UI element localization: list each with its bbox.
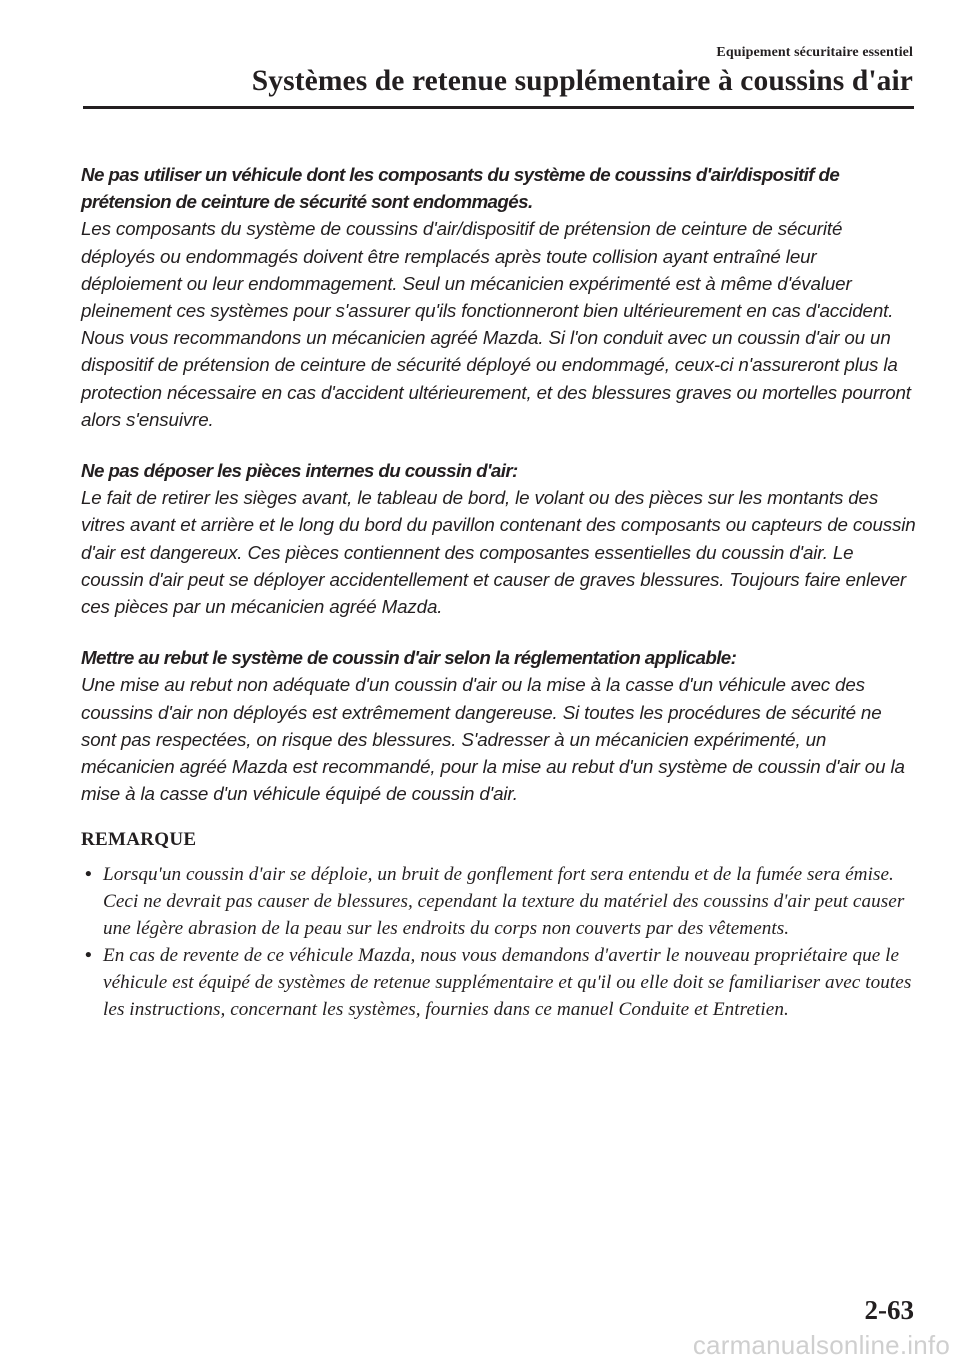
note-text: En cas de revente de ce véhicule Mazda, nous vous demandons d'avertir le nouveau propriétaire que le véhicule est équipé de systèmes de retenue supplémentaire et qu'il ou elle doit se familiariser avec toutes les instructions, concernant les systèmes, fournies dans ce manuel Conduite et Entretien. xyxy=(103,945,912,1020)
section-label: Equipement sécuritaire essentiel xyxy=(716,45,913,60)
warning-text: Une mise au rebut non adéquate d'un coussin d'air ou la mise à la casse d'un véhicule avec des coussins d'air non déployés est extrêmement dangereuse. Si toutes les procédures de sécurité ne sont pas respectées, on risque des blessures. S'adresser à un mécanicien expérimenté, un mécanicien agréé Mazda est recommandé, pour la mise au rebut d'un système de coussin d'air ou la mise à la casse d'un véhicule équipé de coussin d'air. xyxy=(81,674,905,805)
page-header xyxy=(0,44,913,98)
warning-text: Les composants du système de coussins d'air/dispositif de prétension de ceinture de sécurité déployés ou endommagés doivent être remplacés après toute collision ayant entraîné leur déploiement ou leur endommagement. Seul un mécanicien expérimenté est à même d'évaluer pleinement ces systèmes pour s'assurer qu'ils fonctionneront bien ultérieurement en cas d'accident. Nous vous recommandons un mécanicien agréé Mazda. Si l'on conduit avec un coussin d'air ou un dispositif de prétension de ceinture de sécurité déployé ou endommagé, ceux-ci n'assureront plus la protection nécessaire en cas d'accident ultérieurement, et des blessures graves ou mortelles pourront alors s'ensuivre. xyxy=(81,218,911,430)
warning-block-damaged-components xyxy=(81,161,921,433)
page-number: 2-63 xyxy=(864,1295,914,1325)
note-item xyxy=(81,942,921,1023)
note-text: Lorsqu'un coussin d'air se déploie, un bruit de gonflement fort sera entendu et de la fumée sera émise. Ceci ne devrait pas causer de blessures, cependant la texture du matériel des coussins d'air peut causer une légère abrasion de la peau sur les endroits du corps non couverts par des vêtements. xyxy=(103,864,905,939)
warning-title: Mettre au rebut le système de coussin d'air selon la réglementation applicable: xyxy=(81,647,737,669)
header-divider xyxy=(83,106,914,109)
warning-section xyxy=(81,161,921,831)
warning-block-internal-parts xyxy=(81,457,921,620)
warning-text: Le fait de retirer les sièges avant, le tableau de bord, le volant ou des pièces sur les montants des vitres avant et arrière et le long du bord du pavillon contenant des composants ou capteurs de coussin d'air est dangereux. Ces pièces contiennent des composantes essentielles du coussin d'air. Le coussin d'air peut se déployer accidentellement et causer de graves blessures. Toujours faire enlever ces pièces par un mécanicien agréé Mazda. xyxy=(81,487,916,618)
note-section xyxy=(81,825,921,1023)
bullet-icon: • xyxy=(85,945,92,966)
warning-block-disposal xyxy=(81,644,921,807)
page-title: Systèmes de retenue supplémentaire à coussins d'air xyxy=(251,65,913,97)
note-heading: REMARQUE xyxy=(81,829,197,850)
bullet-icon: • xyxy=(85,864,92,885)
site-watermark: carmanualsonline.info xyxy=(692,1330,950,1360)
warning-title: Ne pas utiliser un véhicule dont les composants du système de coussins d'air/dispositif de prétension de ceinture de sécurité sont endommagés. xyxy=(81,164,840,213)
note-item xyxy=(81,861,921,942)
warning-title: Ne pas déposer les pièces internes du coussin d'air: xyxy=(81,460,518,482)
note-list xyxy=(81,861,921,1023)
